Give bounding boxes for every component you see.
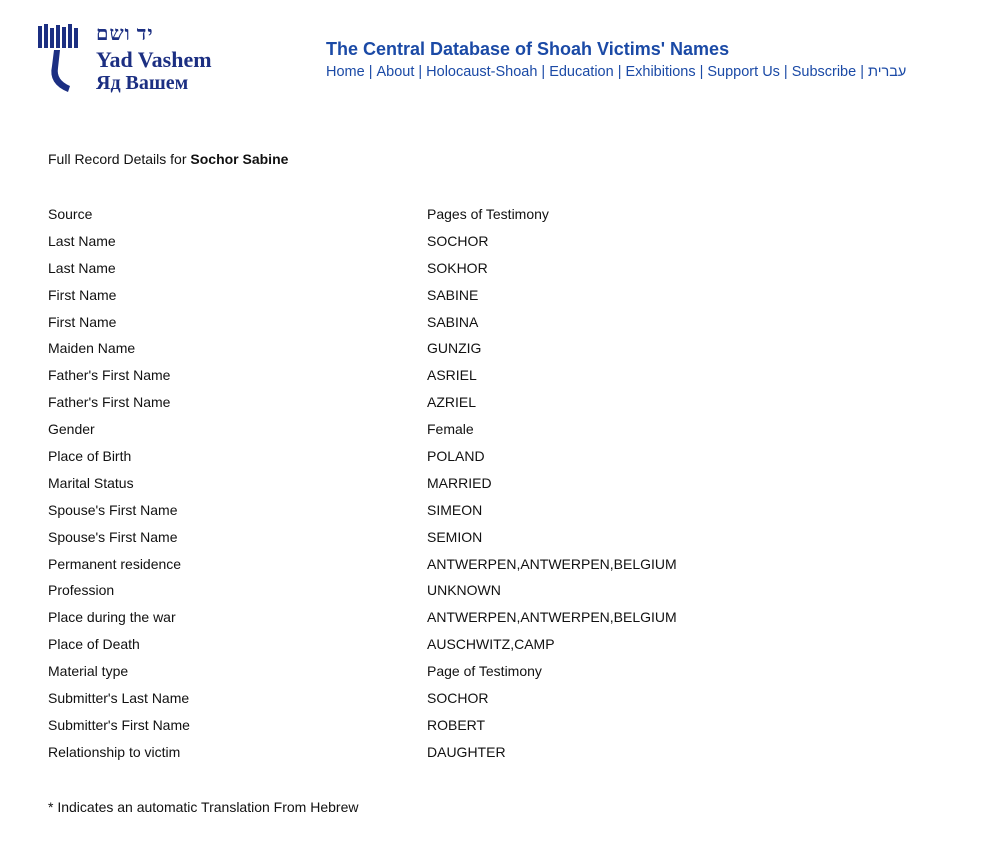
field-label: Source [48, 206, 93, 222]
field-value: ANTWERPEN,ANTWERPEN,BELGIUM [427, 609, 677, 626]
field-label: Marital Status [48, 474, 134, 491]
nav-subscribe-link[interactable]: Subscribe [791, 64, 857, 80]
table-row [48, 475, 948, 502]
table-row [48, 394, 948, 421]
field-label: Permanent residence [48, 555, 182, 572]
table-row [48, 233, 948, 260]
table-row [48, 367, 948, 394]
field-label: Last Name [48, 259, 116, 276]
field-value: Page of Testimony [427, 663, 542, 680]
field-value: POLAND [427, 448, 485, 465]
field-value: DAUGHTER [427, 743, 506, 760]
field-label: Place of Birth [48, 448, 132, 465]
record-heading [48, 151, 288, 167]
nav-exhibitions-link[interactable]: Exhibitions [625, 64, 696, 80]
nav-separator: | [368, 64, 373, 80]
field-value: ROBERT [427, 716, 486, 733]
yad-vashem-logo[interactable] [36, 22, 236, 98]
field-value: SIMEON [427, 501, 483, 518]
table-row [48, 529, 948, 556]
nav-separator: | [783, 64, 788, 80]
field-value: SOKHOR [427, 259, 488, 276]
field-label: Place of Death [48, 636, 140, 653]
table-row [48, 340, 948, 367]
table-row [48, 314, 948, 341]
field-value: MARRIED [427, 474, 492, 491]
table-row [48, 260, 948, 287]
table-row [48, 206, 948, 233]
nav-support-us-link[interactable]: Support Us [707, 64, 780, 80]
field-label: Submitter's Last Name [48, 690, 190, 707]
translation-footnote: * Indicates an automatic Translation From Hebrew [48, 799, 359, 815]
field-value: SOCHOR [427, 232, 489, 249]
nav-about-link[interactable]: About [376, 64, 415, 80]
nav-education-link[interactable]: Education [549, 64, 614, 80]
field-label: Maiden Name [48, 340, 136, 357]
record-heading-prefix: Full Record Details for [48, 151, 191, 167]
field-label: Submitter's First Name [48, 716, 190, 733]
table-row [48, 556, 948, 583]
table-row [48, 502, 948, 529]
field-value: AUSCHWITZ,CAMP [427, 636, 555, 653]
nav-separator: | [699, 64, 704, 80]
top-nav [326, 64, 906, 80]
nav-holocaust-shoah-link[interactable]: Holocaust-Shoah [426, 64, 538, 80]
table-row [48, 448, 948, 475]
field-label: Profession [48, 582, 115, 599]
field-label: Father's First Name [48, 367, 171, 384]
table-row [48, 717, 948, 744]
field-value: SABINE [427, 286, 479, 303]
field-label: Gender [48, 421, 95, 438]
field-label: Father's First Name [48, 394, 171, 411]
field-value: Female [427, 421, 474, 438]
nav-home-link[interactable]: Home [326, 64, 365, 80]
logo-english-text: Yad Vashem [96, 47, 212, 72]
record-details-table [48, 206, 948, 771]
table-row [48, 663, 948, 690]
logo-hebrew-text: יד ושם [96, 23, 154, 45]
table-row [48, 690, 948, 717]
field-label: First Name [48, 286, 117, 303]
field-value: Pages of Testimony [427, 206, 549, 222]
table-row [48, 287, 948, 314]
field-label: Spouse's First Name [48, 501, 178, 518]
nav-separator: | [418, 64, 423, 80]
field-label: Material type [48, 663, 129, 680]
nav-separator: | [541, 64, 546, 80]
field-label: Last Name [48, 232, 116, 249]
field-label: First Name [48, 313, 117, 330]
field-label: Spouse's First Name [48, 528, 178, 545]
field-value: GUNZIG [427, 340, 482, 357]
table-row [48, 421, 948, 448]
field-value: SOCHOR [427, 690, 489, 707]
menorah-icon [36, 22, 88, 94]
field-value: SABINA [427, 313, 479, 330]
record-heading-name: Sochor Sabine [190, 151, 289, 167]
table-row [48, 744, 948, 771]
table-row [48, 609, 948, 636]
table-row [48, 636, 948, 663]
field-value: ASRIEL [427, 367, 477, 384]
field-label: Relationship to victim [48, 743, 181, 760]
site-title: The Central Database of Shoah Victims' Names [326, 39, 730, 59]
field-value: UNKNOWN [427, 582, 501, 599]
field-label: Place during the war [48, 609, 176, 626]
nav-separator: | [617, 64, 622, 80]
logo-russian-text: Яд Вашем [96, 72, 189, 94]
field-value: SEMION [427, 528, 483, 545]
field-value: ANTWERPEN,ANTWERPEN,BELGIUM [427, 555, 677, 572]
table-row [48, 582, 948, 609]
field-value: AZRIEL [427, 394, 477, 411]
nav-separator: | [860, 64, 864, 80]
nav-hebrew-link[interactable]: עברית [867, 64, 907, 80]
